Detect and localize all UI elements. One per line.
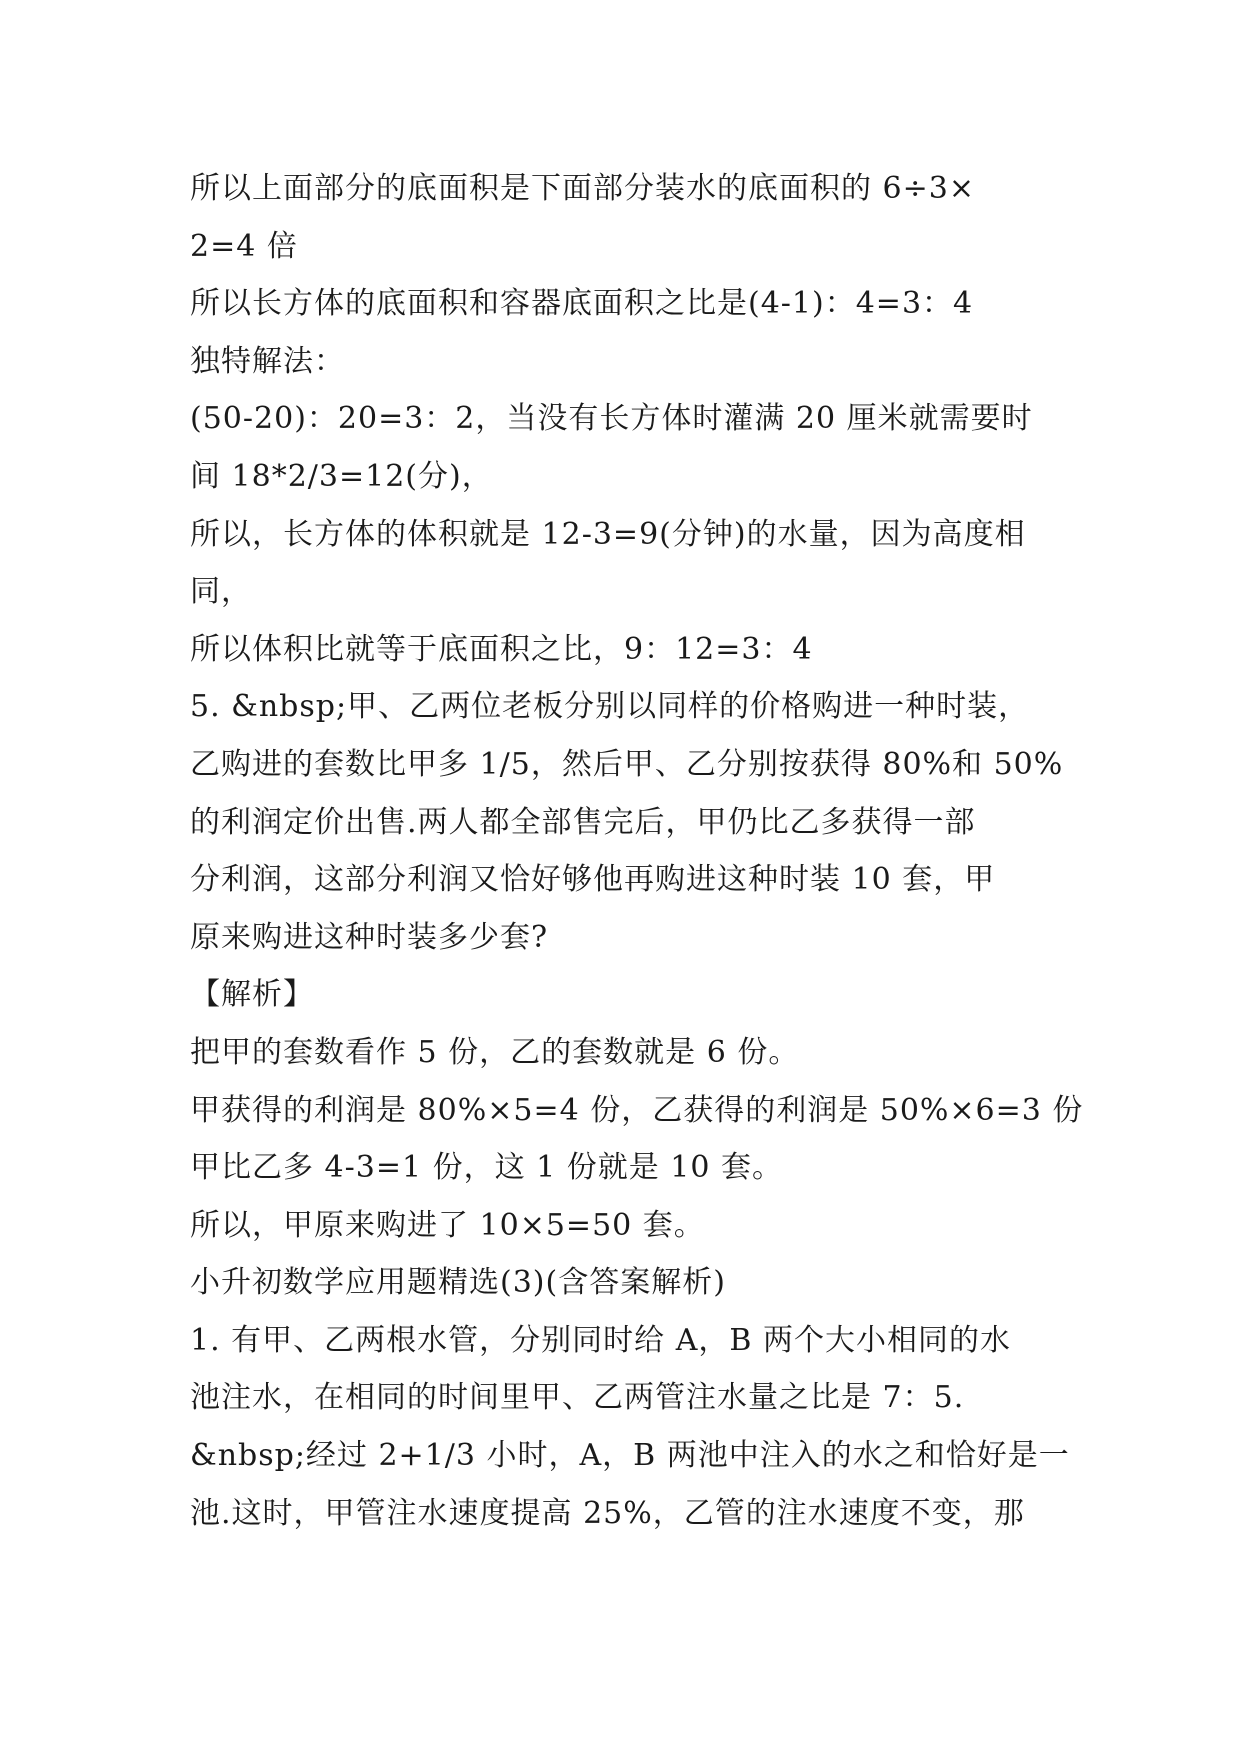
- text-line: 所以体积比就等于底面积之比，9：12=3：4: [190, 631, 813, 667]
- text-line: 同，: [190, 574, 252, 610]
- text-line: 2=4 倍: [190, 228, 298, 264]
- text-line: 甲获得的利润是 80%×5=4 份，乙获得的利润是 50%×6=3 份: [190, 1092, 1084, 1128]
- question-1: 1. 有甲、乙两根水管，分别同时给 A，B 两个大小相同的水: [190, 1322, 1011, 1358]
- text-line: 池.这时，甲管注水速度提高 25%，乙管的注水速度不变，那: [190, 1495, 1025, 1531]
- text-line: 所以长方体的底面积和容器底面积之比是(4-1)：4=3：4: [190, 286, 974, 322]
- heading-unique-solution: 独特解法：: [190, 343, 345, 379]
- text-line: 所以，长方体的体积就是 12-3=9(分钟)的水量，因为高度相: [190, 516, 1026, 552]
- text-line: 间 18*2/3=12(分)，: [190, 458, 493, 494]
- text-line: 乙购进的套数比甲多 1/5，然后甲、乙分别按获得 80%和 50%: [190, 746, 1064, 782]
- question-5: 5. &nbsp;甲、乙两位老板分别以同样的价格购进一种时装，: [190, 689, 1030, 725]
- analysis-heading: 【解析】: [190, 977, 314, 1013]
- section-title: 小升初数学应用题精选(3)(含答案解析): [190, 1265, 726, 1301]
- text-line: 甲比乙多 4-3=1 份，这 1 份就是 10 套。: [190, 1150, 784, 1186]
- text-line: 原来购进这种时装多少套?: [190, 919, 549, 955]
- text-line: 所以，甲原来购进了 10×5=50 套。: [190, 1207, 705, 1243]
- document-body: [190, 160, 1084, 1542]
- text-line: 所以上面部分的底面积是下面部分装水的底面积的 6÷3×: [190, 171, 975, 206]
- text-line: 的利润定价出售.两人都全部售完后，甲仍比乙多获得一部: [190, 804, 976, 840]
- text-line: 池注水，在相同的时间里甲、乙两管注水量之比是 7：5.: [190, 1380, 965, 1416]
- text-line: (50-20)：20=3：2，当没有长方体时灌满 20 厘米就需要时: [190, 401, 1033, 437]
- text-line: 把甲的套数看作 5 份，乙的套数就是 6 份。: [190, 1034, 800, 1070]
- text-line: &nbsp;经过 2+1/3 小时，A，B 两池中注入的水之和恰好是一: [190, 1438, 1070, 1474]
- text-line: 分利润，这部分利润又恰好够他再购进这种时装 10 套，甲: [190, 862, 996, 898]
